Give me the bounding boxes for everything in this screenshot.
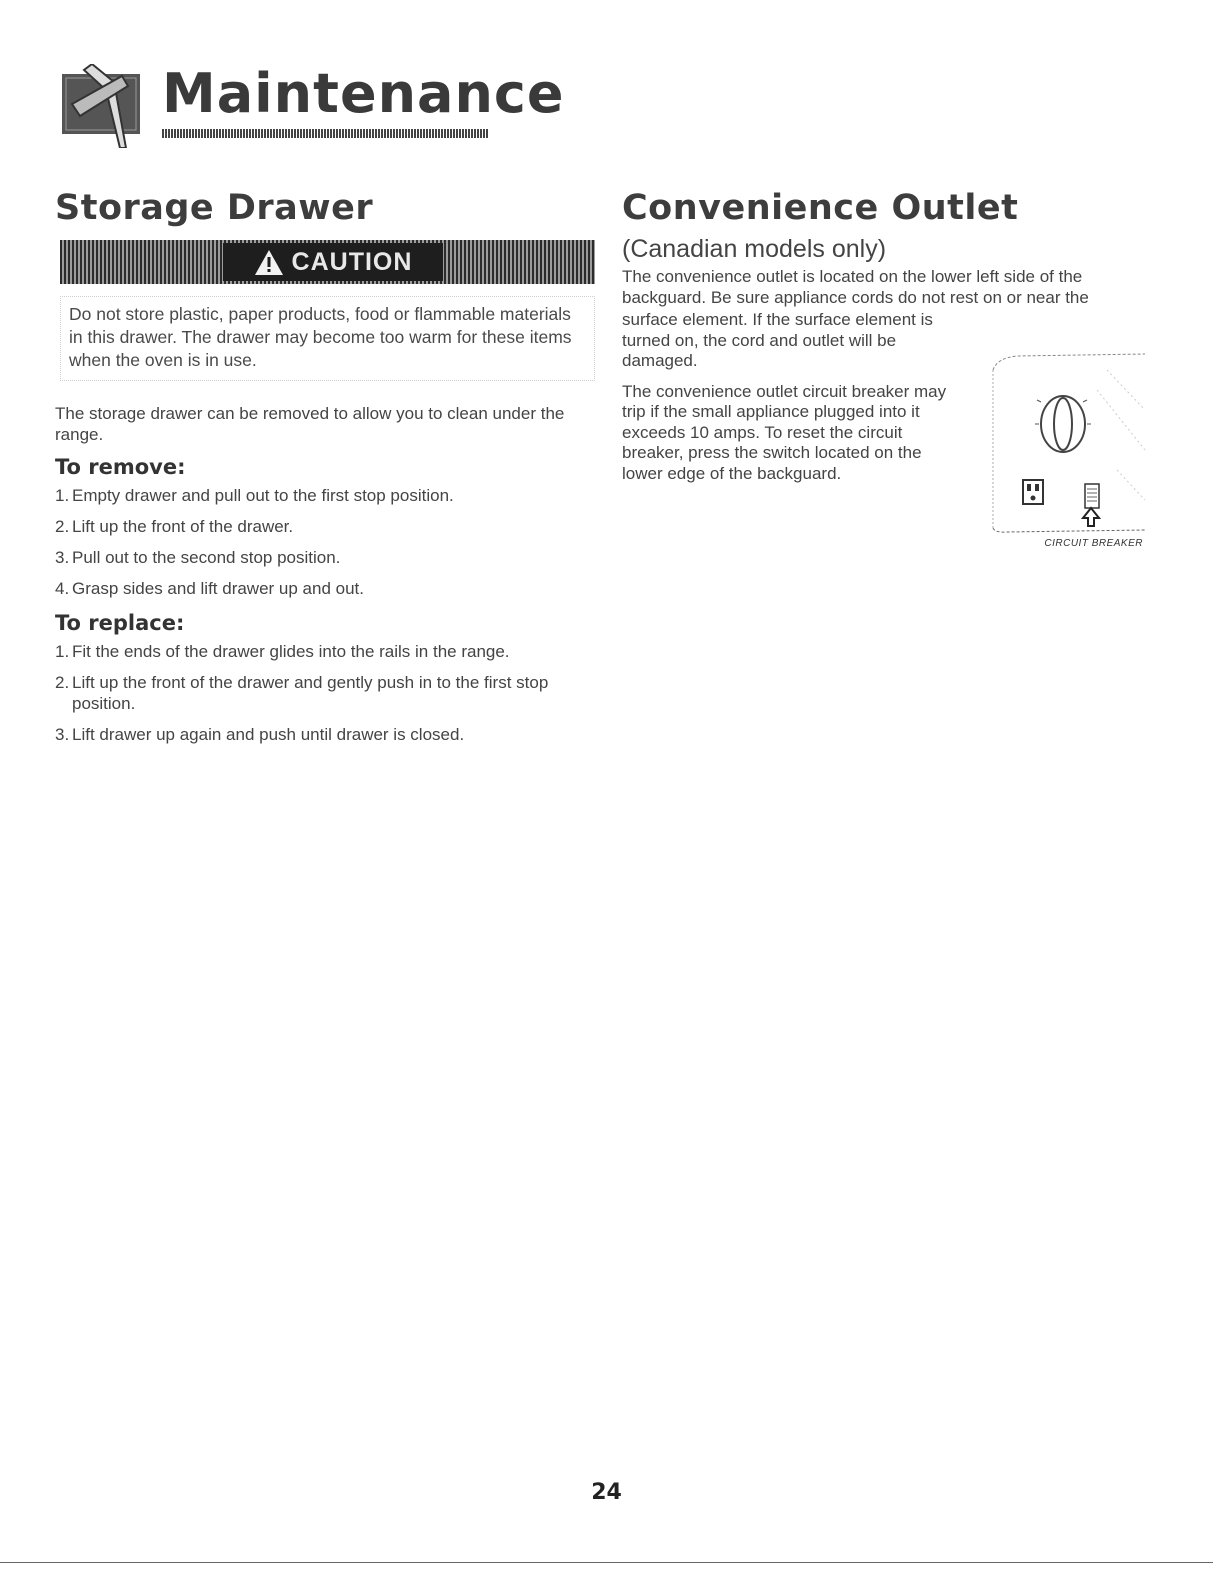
replace-steps-list [55, 641, 600, 745]
storage-drawer-intro: The storage drawer can be removed to allow you to clean under the range. [55, 404, 565, 444]
caution-label [223, 243, 443, 281]
bottom-rule [0, 1562, 1213, 1563]
to-remove-heading: To remove: [55, 455, 186, 479]
step-number: 3. [55, 548, 70, 567]
page-number: 24 [591, 1480, 622, 1505]
remove-steps-list [55, 485, 600, 599]
circuit-breaker-figure [987, 350, 1147, 555]
outlet-text [622, 310, 962, 494]
figure-caption: CIRCUIT BREAKER [1044, 538, 1143, 549]
step-text: Grasp sides and lift drawer up and out. [72, 579, 364, 598]
warning-triangle-icon [254, 249, 284, 276]
list-item [55, 672, 600, 714]
outlet-paragraph-1a: The convenience outlet is located on the lower left side of the backguard. Be sure appliance cords do not rest on or near the [622, 267, 1089, 307]
step-number: 3. [55, 725, 70, 744]
step-number: 2. [55, 673, 70, 692]
list-item [55, 547, 600, 568]
list-item [55, 724, 600, 745]
list-item [55, 578, 600, 599]
tools-icon [62, 64, 154, 148]
header-rule [162, 129, 489, 138]
list-item [55, 516, 600, 537]
step-number: 2. [55, 517, 70, 536]
convenience-outlet-title: Convenience Outlet [622, 188, 1019, 228]
caution-text: CAUTION [291, 247, 413, 276]
outlet-block [622, 310, 1150, 570]
caution-banner [60, 240, 595, 284]
step-text: Lift up the front of the drawer. [72, 517, 294, 536]
convenience-outlet-section [622, 184, 1150, 570]
step-text: Fit the ends of the drawer glides into the rails in the range. [72, 642, 510, 661]
step-number: 1. [55, 486, 70, 505]
storage-drawer-title: Storage Drawer [55, 188, 374, 228]
page-header [62, 56, 565, 156]
outlet-paragraph-1b: surface element. If the surface element is turned on, the cord and outlet will be damaged. [622, 310, 933, 370]
list-item [55, 485, 600, 506]
page-header-title: Maintenance [162, 62, 565, 125]
to-replace-heading: To replace: [55, 611, 185, 635]
outlet-paragraph-2: The convenience outlet circuit breaker may trip if the small appliance plugged into it exceeds 10 amps. To reset the circuit breaker, press the switch located on the lower edge of the backguard. [622, 381, 947, 483]
list-item [55, 641, 600, 662]
step-text: Lift up the front of the drawer and gently push in to the first stop position. [72, 673, 549, 713]
convenience-outlet-subtitle: (Canadian models only) [622, 235, 887, 263]
step-number: 1. [55, 642, 70, 661]
step-text: Lift drawer up again and push until drawer is closed. [72, 725, 465, 744]
step-text: Empty drawer and pull out to the first stop position. [72, 486, 454, 505]
caution-message: Do not store plastic, paper products, food or flammable materials in this drawer. The drawer may become too warm for these items when the oven is in use. [60, 296, 595, 381]
backguard-illustration [987, 350, 1147, 535]
step-number: 4. [55, 579, 70, 598]
storage-drawer-section [55, 184, 600, 755]
step-text: Pull out to the second stop position. [72, 548, 341, 567]
